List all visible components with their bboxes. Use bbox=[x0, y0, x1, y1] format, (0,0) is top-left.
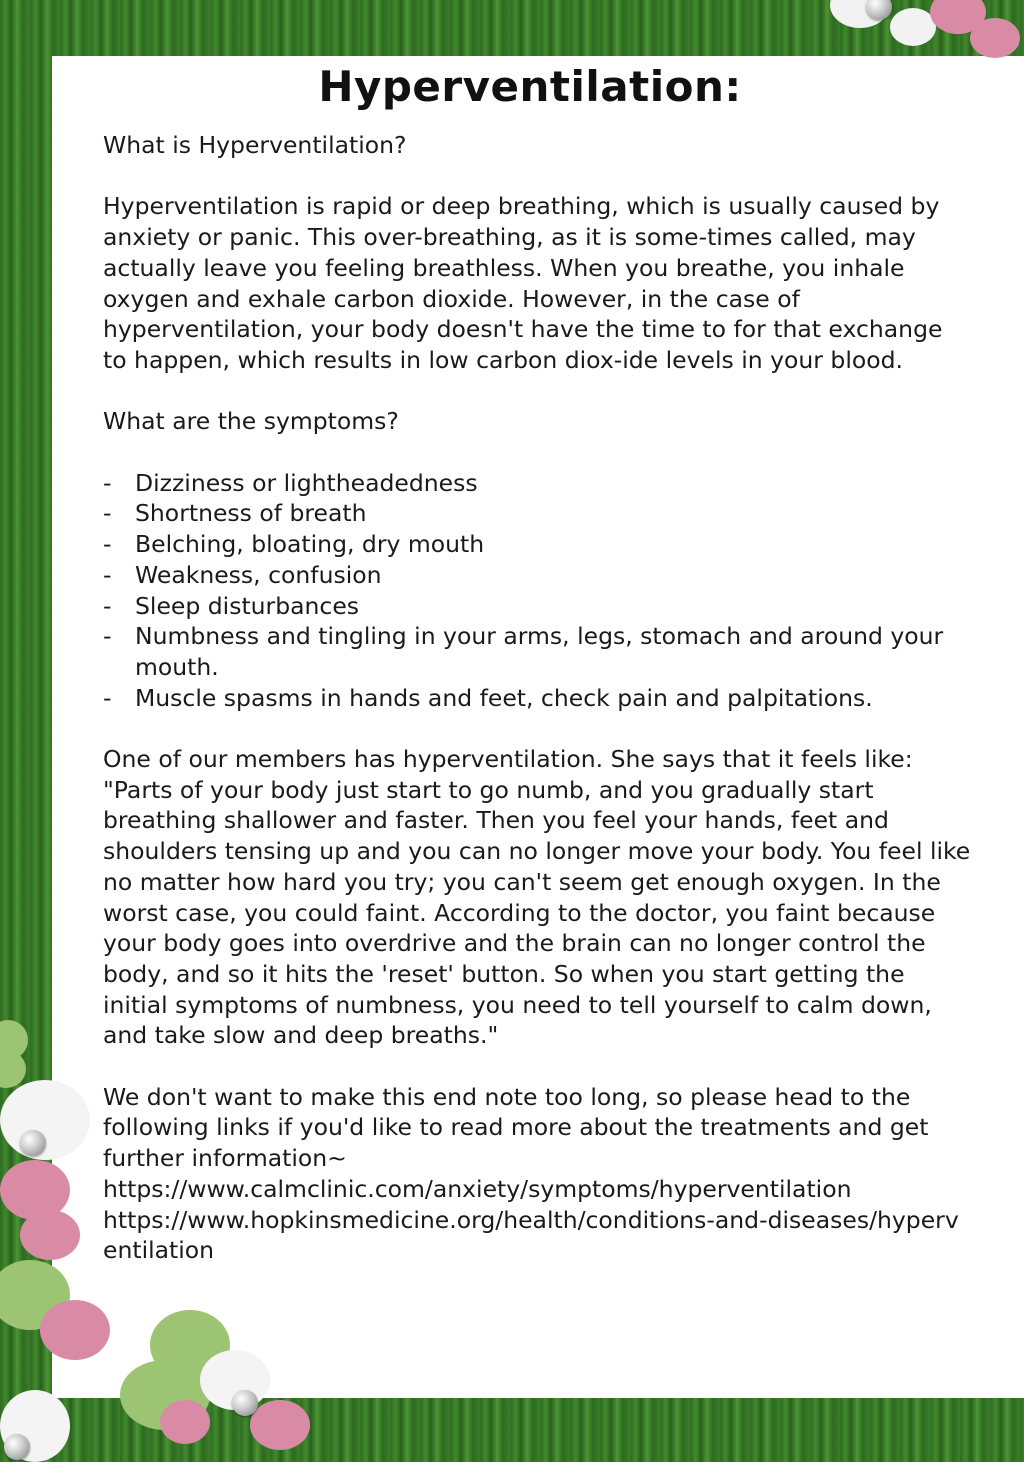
list-item: - Sleep disturbances bbox=[103, 591, 973, 622]
list-item: - Belching, bloating, dry mouth bbox=[103, 529, 973, 560]
document-body bbox=[103, 130, 973, 1266]
calmclinic-link[interactable]: https://www.calmclinic.com/anxiety/symptoms/hyperventilation bbox=[103, 1174, 852, 1203]
list-item: - Numbness and tingling in your arms, legs, stomach and around your mouth. bbox=[103, 621, 973, 682]
list-item: - Muscle spasms in hands and feet, check pain and palpitations. bbox=[103, 683, 973, 714]
member-story-paragraph: One of our members has hyperventilation. She says that it feels like: "Parts of your body just start to go numb, and you gradually start breathing shallower and faster. Then you feel your hands, feet and shoulders tensing up and you can no longer move your body. You feel like no matter how hard you try; you can't seem get enough oxygen. In the worst case, you could faint. According to the doctor, you faint because your body goes into overdrive and the brain can no longer control the body, and so it hits the 'reset' button. So when you start getting the initial symptoms of numbness, you need to tell yourself to calm down, and take slow and deep breaths." bbox=[103, 745, 971, 1050]
flower-decoration-top-right bbox=[820, 0, 1024, 60]
section-heading-symptoms: What are the symptoms? bbox=[103, 407, 399, 436]
list-item: - Dizziness or lightheadedness bbox=[103, 468, 973, 499]
definition-paragraph: Hyperventilation is rapid or deep breathing, which is usually caused by anxiety or panic. This over-breathing, as it is some-times called, may actually leave you feeling breathless. When you breathe, you inhale oxygen and exhale carbon dioxide. However, in the case of hyperventilation, your body doesn't have the time to for that exchange to happen, which results in low carbon diox-ide levels in your blood. bbox=[103, 192, 943, 374]
closing-paragraph: We don't want to make this end note too long, so please head to the following links if you'd like to read more about the treatments and get further information~ bbox=[103, 1082, 929, 1173]
hopkins-link[interactable]: https://www.hopkinsmedicine.org/health/conditions-and-diseases/hyperventilation bbox=[103, 1205, 959, 1265]
list-item: - Weakness, confusion bbox=[103, 560, 973, 591]
section-heading-what-is: What is Hyperventilation? bbox=[103, 131, 407, 159]
symptom-list bbox=[103, 468, 973, 714]
list-item: - Shortness of breath bbox=[103, 498, 973, 529]
page-title: Hyperventilation: bbox=[318, 62, 742, 111]
